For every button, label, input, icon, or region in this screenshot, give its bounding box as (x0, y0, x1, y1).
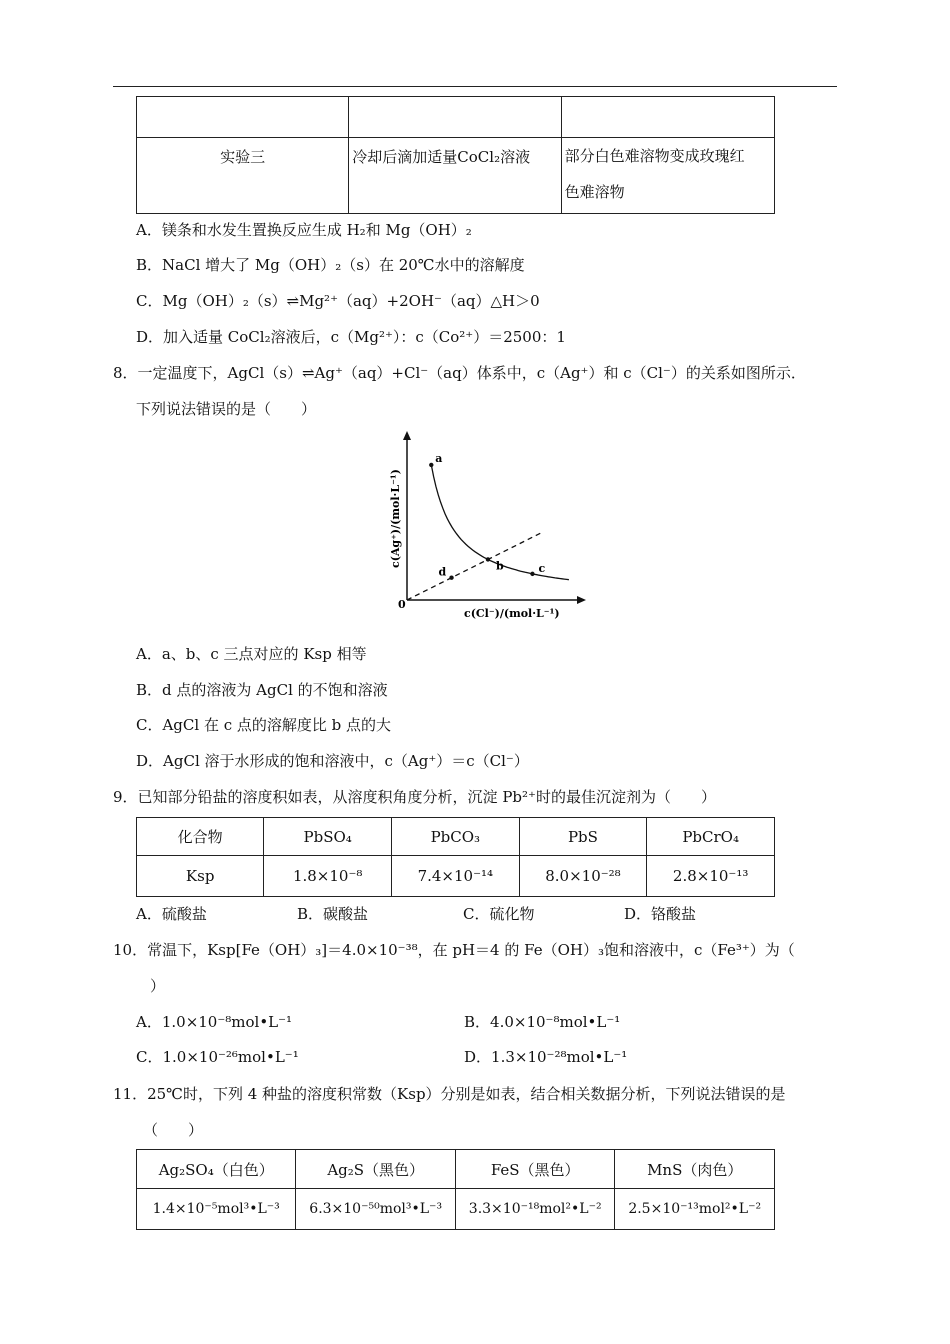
q9-stem: 9．已知部分铅盐的溶度积如表，从溶度积角度分析，沉淀 Pb²⁺时的最佳沉淀剂为（ ） (113, 788, 716, 806)
table-cell: 6.3×10⁻⁵⁰mol³•L⁻³ (296, 1189, 456, 1230)
q8-stem-cont: 下列说法错误的是（ ） (136, 400, 317, 418)
q8-option-a: A．a、b、c 三点对应的 Ksp 相等 (136, 645, 367, 663)
x-axis-label: c(Cl⁻)/(mol·L⁻¹) (464, 607, 560, 620)
q8-option-c: C．AgCl 在 c 点的溶解度比 b 点的大 (136, 716, 392, 734)
x-axis-arrow (577, 596, 586, 604)
point-label-a: a (435, 451, 443, 465)
q9-option-b: B．碳酸盐 (297, 905, 369, 923)
q8-option-d: D．AgCl 溶于水形成的饱和溶液中，c（Ag⁺）＝c（Cl⁻） (136, 752, 529, 770)
table-header-cell: PbCO₃ (391, 818, 519, 856)
point-label-b: b (495, 559, 504, 573)
q10-stem-cont: ） (150, 977, 166, 995)
cell-line: 部分白色难溶物变成玫瑰红 (564, 147, 745, 165)
table-header-cell: PbCrO₄ (647, 818, 775, 856)
point-d (449, 576, 453, 580)
q8-stem: 8．一定温度下，AgCl（s）⇌Ag⁺（aq）+Cl⁻（aq）体系中，c（Ag⁺）和 c（Cl⁻）的关系如图所示． (113, 364, 806, 382)
table-cell: 2.5×10⁻¹³mol²•L⁻² (615, 1189, 775, 1230)
q10-option-c: C．1.0×10⁻²⁶mol•L⁻¹ (136, 1048, 299, 1066)
table-header-cell: 化合物 (137, 818, 264, 856)
table-header-cell: PbS (519, 818, 647, 856)
table-cell (137, 97, 349, 138)
salt-ksp-table (136, 1149, 775, 1230)
table-cell: 3.3×10⁻¹⁸mol²•L⁻² (455, 1189, 615, 1230)
q9-option-d: D．铬酸盐 (624, 905, 697, 923)
point-c (530, 572, 534, 576)
q7-option-b: B．NaCl 增大了 Mg（OH）₂（s）在 20℃水中的溶解度 (136, 256, 525, 274)
point-label-d: d (438, 565, 447, 579)
table-header-cell: Ag₂SO₄（白色） (137, 1150, 296, 1189)
q10-option-b: B．4.0×10⁻⁸mol•L⁻¹ (464, 1013, 621, 1031)
q7-option-c: C．Mg（OH）₂（s）⇌Mg²⁺（aq）+2OH⁻（aq）△H＞0 (136, 292, 540, 310)
q7-option-a: A．镁条和水发生置换反应生成 H₂和 Mg（OH）₂ (136, 221, 472, 239)
q11-stem: 11．25℃时，下列 4 种盐的溶度积常数（Ksp）分别是如表，结合相关数据分析，下列说法错误的是 (113, 1085, 786, 1103)
q9-option-a: A．硫酸盐 (136, 905, 207, 923)
top-rule (113, 86, 837, 87)
point-label-c: c (538, 561, 546, 575)
table-cell: 冷却后滴加适量CoCl₂溶液 (349, 138, 561, 214)
table-header-cell: Ag₂S（黑色） (296, 1150, 456, 1189)
experiment-table (136, 96, 775, 214)
equal-concentration-line (407, 533, 541, 600)
point-b (486, 557, 490, 561)
table-cell (349, 97, 561, 138)
table-cell: 2.8×10⁻¹³ (647, 856, 775, 897)
table-cell: 实验三 (137, 138, 349, 214)
q10-stem: 10．常温下，Ksp[Fe（OH）₃]＝4.0×10⁻³⁸，在 pH＝4 的 Fe（OH）₃饱和溶液中，c（Fe³⁺）为（ (113, 941, 795, 959)
q9-option-c: C．硫化物 (463, 905, 535, 923)
table-cell (561, 138, 774, 214)
table-cell: 1.4×10⁻⁵mol³•L⁻³ (137, 1189, 296, 1230)
lead-salt-table (136, 817, 775, 897)
q10-option-a: A．1.0×10⁻⁸mol•L⁻¹ (136, 1013, 293, 1031)
table-header-cell: MnS（肉色） (615, 1150, 775, 1189)
table-cell (561, 97, 774, 138)
table-cell: Ksp (137, 856, 264, 897)
q7-option-d: D．加入适量 CoCl₂溶液后，c（Mg²⁺）：c（Co²⁺）＝2500：1 (136, 328, 566, 346)
point-a (429, 463, 433, 467)
table-cell: 8.0×10⁻²⁸ (519, 856, 647, 897)
agcl-chart (388, 428, 588, 624)
cell-line: 色难溶物 (564, 183, 625, 201)
table-cell: 1.8×10⁻⁸ (264, 856, 392, 897)
origin-label: 0 (398, 598, 406, 611)
q8-option-b: B．d 点的溶液为 AgCl 的不饱和溶液 (136, 681, 388, 699)
y-axis-arrow (403, 431, 411, 440)
y-axis-label: c(Ag⁺)/(mol·L⁻¹) (389, 469, 402, 568)
table-cell: 7.4×10⁻¹⁴ (391, 856, 519, 897)
q11-stem-cont: （ ） (143, 1121, 204, 1139)
table-header-cell: PbSO₄ (264, 818, 392, 856)
q10-option-d: D．1.3×10⁻²⁸mol•L⁻¹ (464, 1048, 628, 1066)
table-header-cell: FeS（黑色） (455, 1150, 615, 1189)
